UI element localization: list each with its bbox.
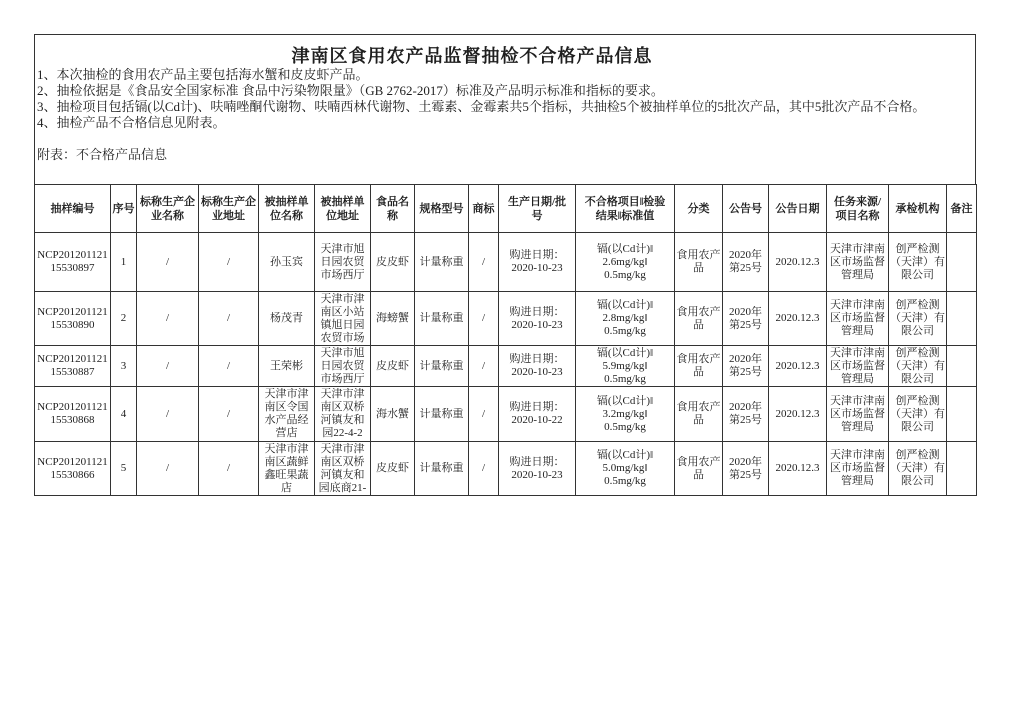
cell-testing-agency <box>889 292 947 346</box>
cell-food-name <box>371 233 415 292</box>
sample-id-text: NCP20120112115530868 <box>37 401 108 426</box>
cell-trademark <box>469 233 499 292</box>
food-name-text: 皮皮虾 <box>376 359 409 372</box>
sample-id-text: NCP20120112115530890 <box>37 305 108 331</box>
col-header-task-source: 任务来源/项目名称 <box>827 185 889 233</box>
serial-no-text: 4 <box>120 407 127 420</box>
production-date-text: 购进日期：2020-10-23 <box>509 249 565 274</box>
task-source-text: 天津市津南区市场监督管理局 <box>830 346 885 385</box>
note-4: 4、抽检产品不合格信息见附表。 <box>37 115 226 130</box>
sample-id-text: NCP20120112115530866 <box>37 455 108 481</box>
cell-manufacturer-name <box>137 292 199 346</box>
cell-category <box>675 233 723 292</box>
sampled-unit-address-text: 天津市津南区双桥河镇友和园22-4-2 <box>320 388 365 439</box>
cell-announcement-date <box>769 387 827 442</box>
report-header-area <box>34 34 976 184</box>
cell-manufacturer-name <box>137 233 199 292</box>
sampled-unit-address-text: 天津市旭日园农贸市场西厅 <box>320 242 365 281</box>
col-header-testing-agency: 承检机构 <box>889 185 947 233</box>
specification-text: 计量称重 <box>419 255 464 268</box>
cell-failed-item-result-standard <box>576 346 675 387</box>
trademark-text: / <box>481 359 486 372</box>
cell-announcement-date <box>769 292 827 346</box>
cell-food-name <box>371 442 415 496</box>
failed-item-result-standard-text: 镉(以Cd计)‖ 2.6mg/kg‖ 0.5mg/kg <box>596 242 654 281</box>
cell-sample-id <box>35 346 111 387</box>
testing-agency-text: 创严检测（天津）有限公司 <box>890 346 945 385</box>
cell-serial-no <box>111 442 137 496</box>
cell-category <box>675 442 723 496</box>
production-date-text: 购进日期：2020-10-22 <box>509 401 565 426</box>
cell-production-date <box>499 292 576 346</box>
failed-item-result-standard-text: 镉(以Cd计)‖ 2.8mg/kg‖ 0.5mg/kg <box>596 299 654 337</box>
col-header-announcement-date: 公告日期 <box>769 185 827 233</box>
note-1: 1、本次抽检的食用农产品主要包括海水蟹和皮皮虾产品。 <box>37 67 369 82</box>
cell-sampled-unit-address <box>315 233 371 292</box>
food-name-text: 海水蟹 <box>376 407 409 420</box>
sample-id-text: NCP20120112115530887 <box>37 353 108 378</box>
failed-item-result-standard-text: 镉(以Cd计)‖ 5.0mg/kg‖ 0.5mg/kg <box>596 449 654 487</box>
task-source-text: 天津市津南区市场监督管理局 <box>830 299 885 337</box>
cell-manufacturer-name <box>137 442 199 496</box>
serial-no-text: 2 <box>120 312 127 324</box>
cell-announcement-no <box>723 387 769 442</box>
testing-agency-text: 创严检测（天津）有限公司 <box>890 449 945 487</box>
cell-task-source <box>827 387 889 442</box>
cell-task-source <box>827 233 889 292</box>
manufacturer-name-text: / <box>165 255 170 268</box>
notes-block <box>37 67 925 163</box>
cell-specification <box>415 387 469 442</box>
cell-testing-agency <box>889 233 947 292</box>
specification-text: 计量称重 <box>419 312 464 324</box>
manufacturer-address-text: / <box>226 407 231 420</box>
cell-trademark <box>469 346 499 387</box>
cell-testing-agency <box>889 387 947 442</box>
cell-sampled-unit-name <box>259 346 315 387</box>
cell-trademark <box>469 387 499 442</box>
cell-specification <box>415 292 469 346</box>
food-name-text: 皮皮虾 <box>376 462 409 474</box>
trademark-text: / <box>481 462 486 474</box>
announcement-date-text: 2020.12.3 <box>775 407 820 420</box>
sampled-unit-name-text: 孙玉宾 <box>270 255 303 268</box>
note-2: 2、抽检依据是《食品安全国家标准 食品中污染物限量》（GB 2762-2017）标准及产品明示标准和指标的要求。 <box>37 83 664 98</box>
sampled-unit-name-text: 天津市津南区蔬鲜鑫旺果蔬店 <box>264 442 309 494</box>
cell-trademark <box>469 292 499 346</box>
cell-announcement-no <box>723 292 769 346</box>
cell-failed-item-result-standard <box>576 292 675 346</box>
col-header-manufacturer-name: 标称生产企业名称 <box>137 185 199 233</box>
manufacturer-name-text: / <box>165 312 170 324</box>
task-source-text: 天津市津南区市场监督管理局 <box>830 449 885 487</box>
table-row <box>35 387 977 442</box>
col-header-specification: 规格型号 <box>415 185 469 233</box>
cell-specification <box>415 233 469 292</box>
cell-sampled-unit-name <box>259 233 315 292</box>
sample-id-text: NCP20120112115530897 <box>37 249 108 274</box>
table-body <box>35 233 977 496</box>
table-row <box>35 346 977 387</box>
announcement-date-text: 2020.12.3 <box>775 312 820 324</box>
food-name-text: 海螃蟹 <box>376 312 409 324</box>
cell-task-source <box>827 292 889 346</box>
cell-manufacturer-name <box>137 346 199 387</box>
manufacturer-address-text: / <box>226 255 231 268</box>
production-date-text: 购进日期：2020-10-23 <box>509 353 565 378</box>
cell-testing-agency <box>889 442 947 496</box>
failed-item-result-standard-text: 镉(以Cd计)‖ 5.9mg/kg‖ 0.5mg/kg <box>596 346 654 385</box>
trademark-text: / <box>481 255 486 268</box>
col-header-production-date: 生产日期/批号 <box>499 185 576 233</box>
manufacturer-name-text: / <box>165 359 170 372</box>
col-header-sampled-unit-name: 被抽样单位名称 <box>259 185 315 233</box>
cell-remarks <box>947 292 977 346</box>
testing-agency-text: 创严检测（天津）有限公司 <box>890 299 945 337</box>
col-header-sample-id: 抽样编号 <box>35 185 111 233</box>
announcement-no-text: 2020年第25号 <box>729 249 762 274</box>
blank-line <box>37 131 925 147</box>
cell-category <box>675 387 723 442</box>
cell-remarks <box>947 233 977 292</box>
table-row <box>35 442 977 496</box>
cell-sample-id <box>35 292 111 346</box>
cell-sampled-unit-address <box>315 442 371 496</box>
manufacturer-address-text: / <box>226 359 231 372</box>
cell-food-name <box>371 346 415 387</box>
cell-manufacturer-address <box>199 346 259 387</box>
cell-sample-id <box>35 233 111 292</box>
cell-specification <box>415 346 469 387</box>
cell-sampled-unit-address <box>315 292 371 346</box>
cell-manufacturer-address <box>199 292 259 346</box>
sampled-unit-name-text: 天津市津南区令国水产品经营店 <box>264 388 309 439</box>
cell-production-date <box>499 387 576 442</box>
category-text: 食用农产品 <box>676 353 721 378</box>
cell-food-name <box>371 292 415 346</box>
cell-announcement-no <box>723 233 769 292</box>
announcement-no-text: 2020年第25号 <box>729 305 762 331</box>
cell-announcement-date <box>769 346 827 387</box>
page-title: 津南区食用农产品监督抽检不合格产品信息 <box>291 46 653 66</box>
col-header-trademark: 商标 <box>469 185 499 233</box>
production-date-text: 购进日期：2020-10-23 <box>509 305 565 331</box>
col-header-failed-item-result-standard: 不合格项目‖检验结果‖标准值 <box>576 185 675 233</box>
task-source-text: 天津市津南区市场监督管理局 <box>830 394 885 433</box>
cell-sampled-unit-address <box>315 387 371 442</box>
cell-production-date <box>499 442 576 496</box>
serial-no-text: 5 <box>120 462 127 474</box>
col-header-sampled-unit-address: 被抽样单位地址 <box>315 185 371 233</box>
cell-announcement-no <box>723 442 769 496</box>
col-header-announcement-no: 公告号 <box>723 185 769 233</box>
cell-task-source <box>827 442 889 496</box>
trademark-text: / <box>481 407 486 420</box>
cell-sampled-unit-name <box>259 292 315 346</box>
specification-text: 计量称重 <box>419 462 464 474</box>
task-source-text: 天津市津南区市场监督管理局 <box>830 242 885 281</box>
cell-announcement-date <box>769 442 827 496</box>
col-header-category: 分类 <box>675 185 723 233</box>
specification-text: 计量称重 <box>419 407 464 420</box>
cell-trademark <box>469 442 499 496</box>
cell-production-date <box>499 346 576 387</box>
cell-food-name <box>371 387 415 442</box>
sampled-unit-name-text: 杨茂青 <box>270 312 303 324</box>
cell-sampled-unit-name <box>259 442 315 496</box>
announcement-no-text: 2020年第25号 <box>729 353 762 378</box>
col-header-food-name: 食品名称 <box>371 185 415 233</box>
cell-testing-agency <box>889 346 947 387</box>
cell-failed-item-result-standard <box>576 442 675 496</box>
cell-remarks <box>947 442 977 496</box>
manufacturer-address-text: / <box>226 462 231 474</box>
cell-failed-item-result-standard <box>576 233 675 292</box>
testing-agency-text: 创严检测（天津）有限公司 <box>890 394 945 433</box>
announcement-no-text: 2020年第25号 <box>729 401 762 426</box>
col-header-remarks: 备注 <box>947 185 977 233</box>
cell-serial-no <box>111 387 137 442</box>
manufacturer-name-text: / <box>165 462 170 474</box>
cell-sampled-unit-address <box>315 346 371 387</box>
cell-sampled-unit-name <box>259 387 315 442</box>
announcement-date-text: 2020.12.3 <box>775 255 820 268</box>
cell-sample-id <box>35 442 111 496</box>
announcement-date-text: 2020.12.3 <box>775 359 820 372</box>
sampled-unit-address-text: 天津市津南区小站镇旭日园农贸市场 <box>320 292 365 344</box>
cell-manufacturer-address <box>199 387 259 442</box>
table-header-row <box>35 185 977 233</box>
testing-agency-text: 创严检测（天津）有限公司 <box>890 242 945 281</box>
sampled-unit-address-text: 天津市津南区双桥河镇友和园底商21- <box>318 442 367 494</box>
manufacturer-address-text: / <box>226 312 231 324</box>
cell-specification <box>415 442 469 496</box>
announcement-date-text: 2020.12.3 <box>775 462 820 474</box>
cell-manufacturer-address <box>199 442 259 496</box>
manufacturer-name-text: / <box>165 407 170 420</box>
cell-sample-id <box>35 387 111 442</box>
cell-announcement-no <box>723 346 769 387</box>
serial-no-text: 1 <box>120 255 127 268</box>
cell-serial-no <box>111 233 137 292</box>
cell-announcement-date <box>769 233 827 292</box>
category-text: 食用农产品 <box>676 249 721 274</box>
trademark-text: / <box>481 312 486 324</box>
production-date-text: 购进日期：2020-10-23 <box>509 455 565 481</box>
note-3: 3、抽检项目包括镉(以Cd计)、呋喃唑酮代谢物、呋喃西林代谢物、土霉素、金霉素共5个指标，共抽检5个被抽样单位的5批次产品，其中5批次产品不合格。 <box>37 99 926 114</box>
cell-manufacturer-address <box>199 233 259 292</box>
announcement-no-text: 2020年第25号 <box>729 455 762 481</box>
cell-remarks <box>947 346 977 387</box>
cell-category <box>675 346 723 387</box>
cell-failed-item-result-standard <box>576 387 675 442</box>
food-name-text: 皮皮虾 <box>376 255 409 268</box>
cell-category <box>675 292 723 346</box>
failed-item-result-standard-text: 镉(以Cd计)‖ 3.2mg/kg‖ 0.5mg/kg <box>596 394 654 433</box>
cell-production-date <box>499 233 576 292</box>
cell-task-source <box>827 346 889 387</box>
sampled-unit-name-text: 王荣彬 <box>270 359 303 372</box>
nonconforming-products-table <box>34 184 977 496</box>
cell-serial-no <box>111 292 137 346</box>
serial-no-text: 3 <box>120 359 127 372</box>
cell-serial-no <box>111 346 137 387</box>
table-row <box>35 292 977 346</box>
category-text: 食用农产品 <box>676 401 721 426</box>
col-header-serial-no: 序号 <box>111 185 137 233</box>
col-header-manufacturer-address: 标称生产企业地址 <box>199 185 259 233</box>
cell-manufacturer-name <box>137 387 199 442</box>
category-text: 食用农产品 <box>676 305 721 331</box>
appendix-label: 附表：不合格产品信息 <box>37 147 168 162</box>
specification-text: 计量称重 <box>419 359 464 372</box>
table-row <box>35 233 977 292</box>
cell-remarks <box>947 387 977 442</box>
category-text: 食用农产品 <box>676 455 721 481</box>
sampled-unit-address-text: 天津市旭日园农贸市场西厅 <box>320 346 365 385</box>
